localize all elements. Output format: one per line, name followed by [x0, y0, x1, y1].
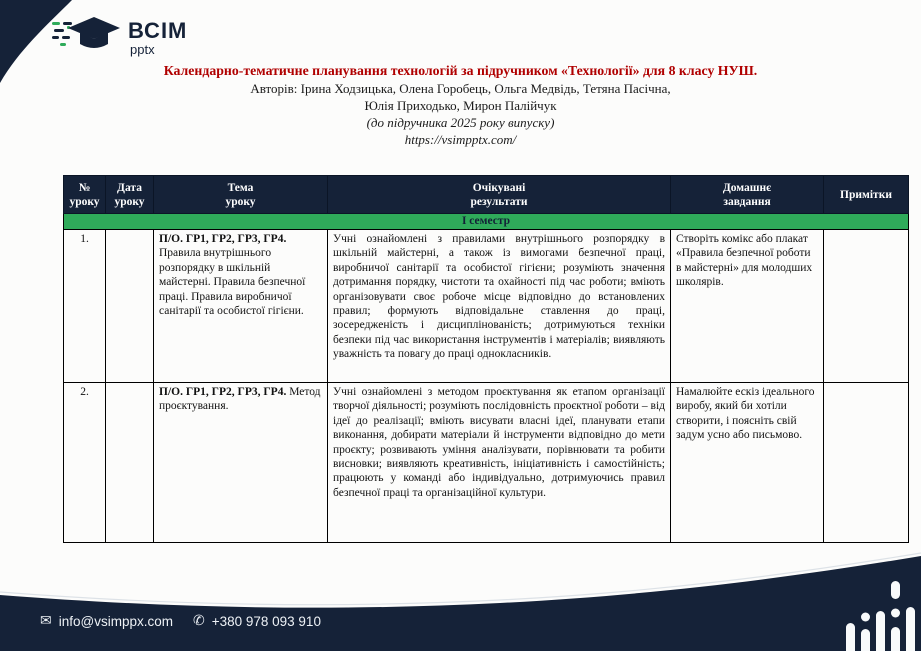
phone-text: +380 978 093 910 — [211, 613, 321, 629]
cell-homework: Створіть комікс або плакат «Правила безпечної роботи в майстерні» для молодших школярів. — [671, 230, 824, 383]
authors-line-2: Юлія Приходько, Мирон Палійчук — [364, 98, 557, 113]
topic-code: П/О. ГР1, ГР2, ГР3, ГР4. — [159, 386, 287, 398]
header-line: уроку — [225, 195, 256, 208]
column-header-lesson-date — [106, 176, 154, 214]
header-line: Домашнє — [722, 181, 772, 194]
cell-notes — [824, 383, 909, 543]
brand-name: ВСІМ — [128, 18, 188, 43]
graduation-cap-icon — [52, 14, 122, 64]
footer-phone — [193, 613, 321, 629]
table-row — [64, 383, 909, 543]
email-icon: ✉ — [40, 613, 52, 629]
website-link: https://vsimpptx.com/ — [404, 132, 517, 147]
cell-expected-results: Учні ознайомлені з правилами внутрішнього розпорядку в шкільній майстерні, а також із вимогами безпечної праці, виробничої санітарії та особистої гігієни; розуміють значення дотримання порядку, чистоти та охайності під час роботи; вміють організовувати своє робоче місце відповідно до встановлених правил; формують відповідальне ставлення до праці, зосередженість і дисциплінованість; дотримуються техніки безпеки під час використання інструментів і матеріалів; виявляють уважність та повагу до праці однокласників. — [328, 230, 671, 383]
cell-lesson-topic — [154, 230, 328, 383]
column-header-lesson-topic — [154, 176, 328, 214]
table-row — [64, 230, 909, 383]
semester-heading: І семестр — [64, 214, 909, 230]
brand-subname: pptx — [130, 42, 155, 57]
header-line: Тема — [227, 181, 254, 194]
topic-code: П/О. ГР1, ГР2, ГР3, ГР4. — [159, 233, 287, 245]
semester-band-row — [64, 214, 909, 230]
header-line: Дата — [117, 181, 142, 194]
header-line: Очікувані — [472, 181, 526, 194]
cell-homework: Намалюйте ескіз ідеального виробу, який би хотіли створити, і поясніть свій задум усно або письмово. — [671, 383, 824, 543]
email-text: info@vsimppx.com — [58, 613, 173, 629]
topic-text: Метод проєктування. — [159, 386, 321, 413]
page-title: Календарно-тематичне планування технологій за підручником «Технології» для 8 класу НУШ. — [163, 63, 758, 78]
planning-table — [63, 175, 909, 543]
document-heading — [0, 62, 921, 148]
footer-wave-decoration — [0, 551, 921, 651]
cell-lesson-number: 2. — [64, 383, 106, 543]
authors-line-1: Авторів: Ірина Ходзицька, Олена Горобець, Ольга Медвідь, Тетяна Пасічна, — [250, 81, 671, 96]
column-header-lesson-number — [64, 176, 106, 214]
column-header-expected-results — [328, 176, 671, 214]
header-line: № — [78, 181, 91, 194]
cell-lesson-topic — [154, 383, 328, 543]
edition-note: (до підручника 2025 року випуску) — [366, 115, 555, 130]
topic-text: Правила внутрішнього розпорядку в шкільній майстерні. Правила безпечної праці. Правила виробничої санітарії та особистої гігієни. — [159, 247, 306, 318]
cell-expected-results: Учні ознайомлені з методом проєктування як етапом організації творчої діяльності; розуміють послідовність проєктної роботи – від ідеї до реалізації; вміють висувати власні ідеї, планувати етапи виконання, добирати матеріали й інструменти відповідно до мети проєкту; розвивають уміння аналізувати, порівнювати та робити висновки; виявляють креативність, ініціативність і самостійність; працюють у команді або індивідуально, дотримуючись правил безпечної праці та організаційної культури. — [328, 383, 671, 543]
column-header-homework — [671, 176, 824, 214]
header-line: завдання — [723, 195, 771, 208]
column-header-notes — [824, 176, 909, 214]
header-line: уроку — [114, 195, 145, 208]
phone-icon: ✆ — [192, 613, 205, 629]
footer-email — [40, 613, 173, 629]
cell-lesson-number: 1. — [64, 230, 106, 383]
brand-logo — [52, 14, 187, 64]
cell-lesson-date — [106, 230, 154, 383]
header-line: результати — [470, 195, 528, 208]
cell-notes — [824, 230, 909, 383]
table-header-row — [64, 176, 909, 214]
header-line: Примітки — [840, 188, 892, 201]
header-line: уроку — [69, 195, 100, 208]
cell-lesson-date — [106, 383, 154, 543]
footer-contacts — [40, 613, 321, 629]
